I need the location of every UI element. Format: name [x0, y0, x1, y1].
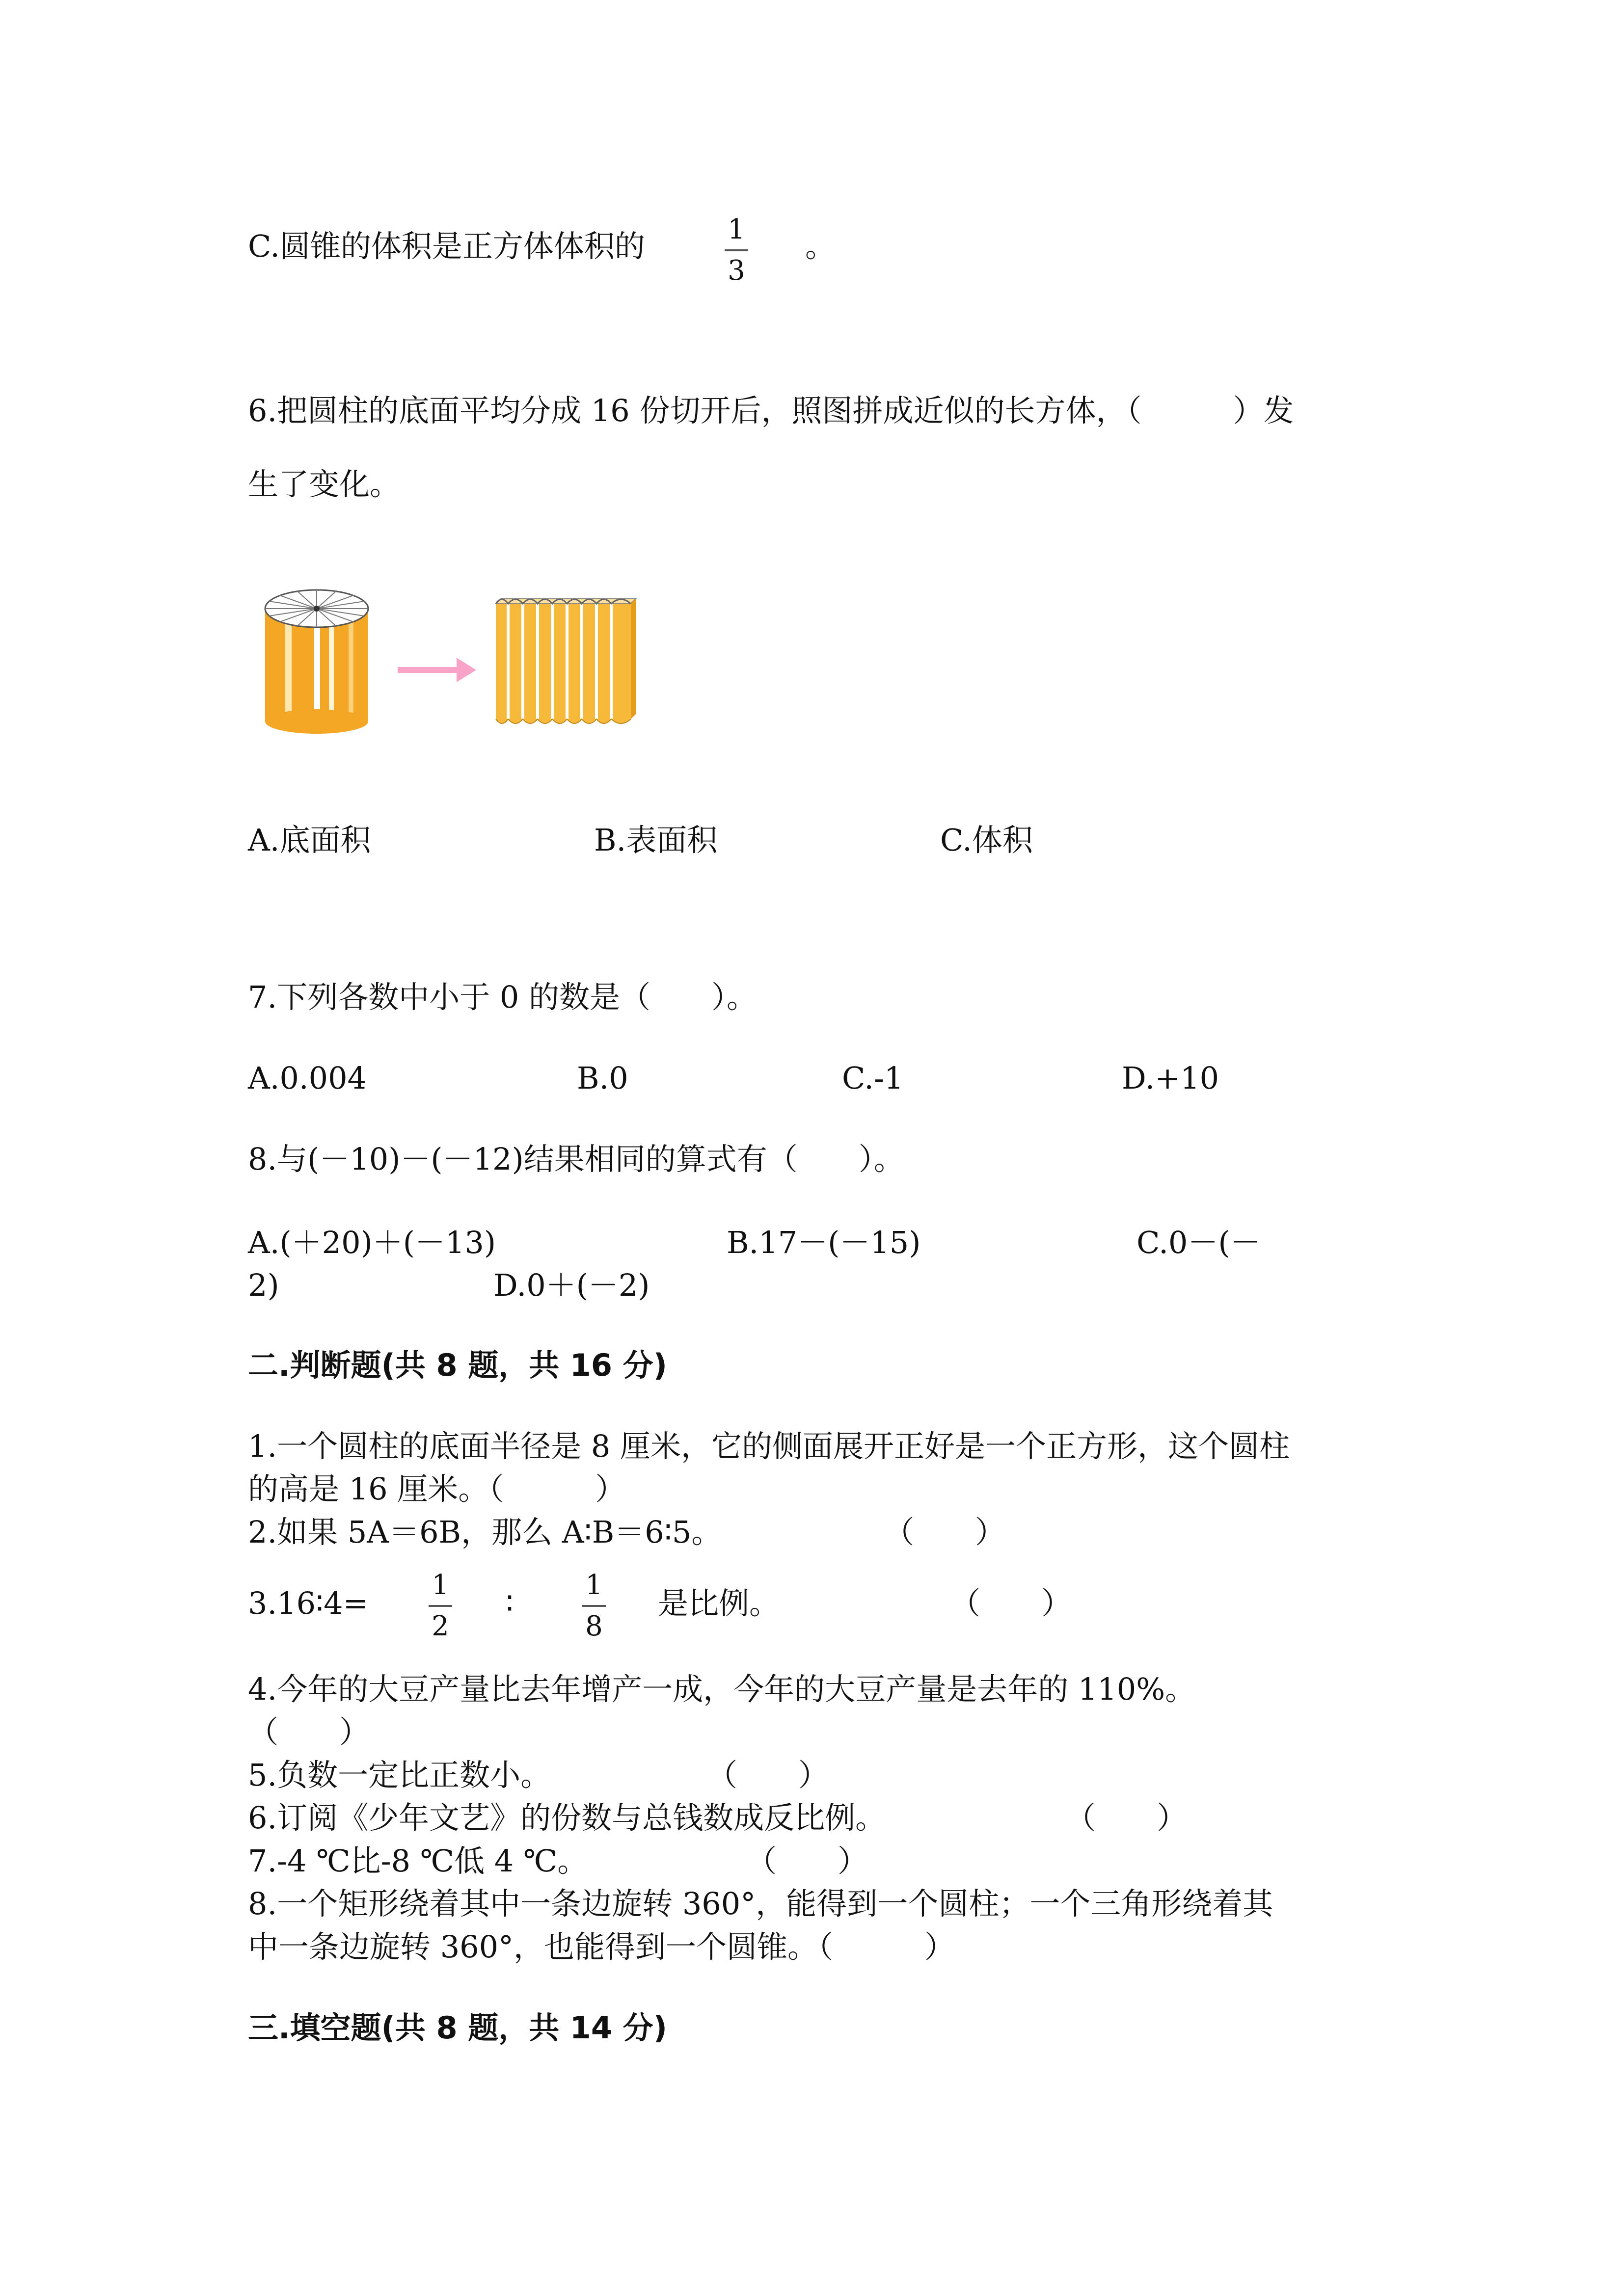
- judge-1-line2: 的高是 16 厘米。（ ）: [248, 1471, 626, 1507]
- q7-option-b: B.0: [577, 1060, 628, 1096]
- q8-option-c: C.0－(－: [1137, 1225, 1261, 1260]
- fraction-bar: [582, 1605, 606, 1607]
- fraction-denominator: 3: [728, 255, 745, 287]
- judge-8-line2: 中一条边旋转 360°，也能得到一个圆锥。（ ）: [248, 1929, 955, 1965]
- section3-title: 三.填空题(共 8 题，共 14 分): [248, 2010, 667, 2046]
- q7-option-c: C.-1: [842, 1060, 904, 1096]
- q6-stem-line2: 生了变化。: [248, 466, 401, 502]
- fraction-numerator: 1: [728, 214, 745, 245]
- judge-4-line1: 4.今年的大豆产量比去年增产一成，今年的大豆产量是去年的 110%。: [248, 1671, 1196, 1707]
- judge-3-fraction-1: [426, 1571, 455, 1641]
- q7-option-d: D.+10: [1122, 1060, 1219, 1096]
- judge-1-line1: 1.一个圆柱的底面半径是 8 厘米，它的侧面展开正好是一个正方形，这个圆柱: [248, 1428, 1290, 1464]
- rearranged-box-icon: [496, 599, 636, 723]
- judge-4-line2: （ ）: [248, 1714, 370, 1750]
- q5-fraction: [722, 215, 751, 286]
- judge-3-prefix: 3.16∶4=: [248, 1585, 369, 1621]
- cylinder-icon: [265, 590, 368, 734]
- judge-3-suffix: 是比例。: [658, 1585, 780, 1621]
- section2-title: 二.判断题(共 8 题，共 16 分): [248, 1347, 667, 1383]
- q7-option-a: A.0.004: [248, 1060, 367, 1096]
- q6-stem-line1: 6.把圆柱的底面平均分成 16 份切开后，照图拼成近似的长方体，（ ）发: [248, 393, 1294, 428]
- q6-option-c: C.体积: [940, 822, 1033, 858]
- q8-stem: 8.与(－10)－(－12)结果相同的算式有（ ）。: [248, 1141, 904, 1177]
- judge-2-paren: （ ）: [884, 1514, 1006, 1550]
- judge-8-line1: 8.一个矩形绕着其中一条边旋转 360°，能得到一个圆柱；一个三角形绕着其: [248, 1886, 1273, 1922]
- fraction-bar: [725, 249, 748, 251]
- fraction-denominator: 2: [432, 1610, 449, 1642]
- fraction-denominator: 8: [585, 1610, 603, 1642]
- q6-figure: [255, 579, 638, 741]
- q8-option-d: D.0＋(－2): [493, 1267, 650, 1303]
- fraction-bar: [429, 1605, 452, 1607]
- q5-option-c-end: 。: [805, 228, 836, 264]
- q8-option-a: A.(＋20)＋(－13): [248, 1225, 496, 1260]
- judge-5-paren: （ ）: [707, 1757, 829, 1793]
- fraction-numerator: 1: [585, 1569, 603, 1601]
- judge-7-paren: （ ）: [746, 1843, 868, 1879]
- judge-5: 5.负数一定比正数小。: [248, 1757, 551, 1793]
- arrow-icon: [398, 658, 476, 682]
- judge-3-colon: ∶: [506, 1585, 514, 1621]
- q6-option-b: B.表面积: [594, 822, 718, 858]
- fraction-numerator: 1: [432, 1569, 449, 1601]
- q7-stem: 7.下列各数中小于 0 的数是（ ）。: [248, 979, 758, 1015]
- judge-3-paren: （ ）: [950, 1585, 1072, 1621]
- q8-option-c-cont: 2): [248, 1267, 279, 1303]
- q6-option-a: A.底面积: [248, 822, 371, 858]
- judge-6: 6.订阅《少年文艺》的份数与总钱数成反比例。: [248, 1800, 886, 1836]
- judge-6-paren: （ ）: [1065, 1800, 1188, 1836]
- judge-3-fraction-2: [579, 1571, 609, 1641]
- judge-2: 2.如果 5A＝6B，那么 A∶B＝6∶5。: [248, 1514, 722, 1550]
- q8-option-b: B.17－(－15): [727, 1225, 921, 1260]
- q5-option-c: C.圆锥的体积是正方体体积的: [248, 228, 645, 264]
- judge-7: 7.-4 ℃比-8 ℃低 4 ℃。: [248, 1843, 588, 1879]
